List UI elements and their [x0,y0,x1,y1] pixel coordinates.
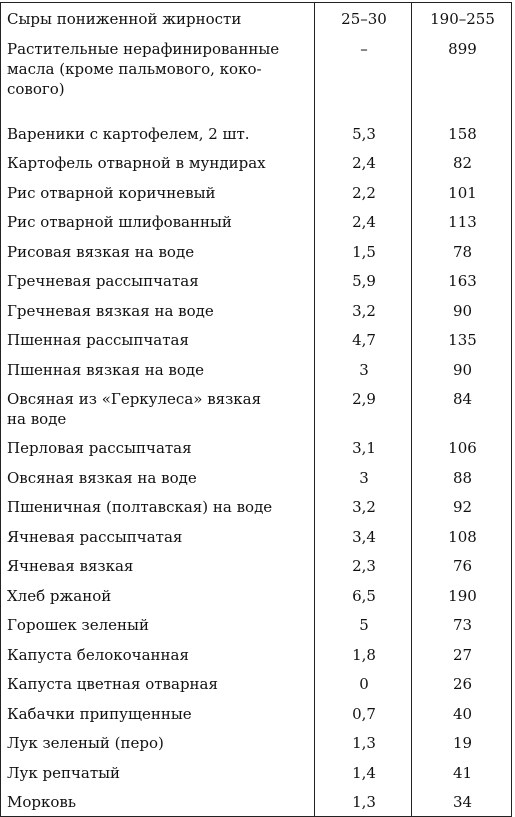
nutrition-table [0,2,512,817]
product-name: Ячневая рассыпчатая [7,527,183,546]
table-row [1,206,512,236]
protein-cell [315,550,412,580]
table-row [1,727,512,757]
table-row [1,432,512,462]
table-row [1,491,512,521]
protein-cell [315,521,412,551]
calorie-value: 73 [452,616,473,634]
protein-cell [315,639,412,669]
product-name: Вареники с картофелем, 2 шт. [7,124,250,143]
calorie-value: 106 [448,439,477,457]
protein-cell [315,236,412,266]
table-row [1,265,512,295]
protein-value: 6,5 [352,586,376,605]
calorie-value: 92 [452,498,473,516]
product-name-cell [1,265,315,295]
calorie-cell [412,236,512,266]
table-row [1,354,512,384]
protein-cell [315,432,412,462]
product-name: Гречневая рассыпчатая [7,272,199,290]
product-name-cell [1,118,315,148]
protein-value: 5 [359,616,369,634]
protein-value: 4,7 [352,331,376,349]
table-row [1,236,512,266]
product-name-line: масла (кроме пальмового, коко- [7,59,262,78]
calorie-value: 135 [448,331,477,349]
calorie-value: 40 [452,704,473,723]
protein-value: 2,2 [352,183,376,202]
product-name-cell [1,236,315,266]
product-name-line: Овсяная из «Геркулеса» вязкая [7,390,262,408]
protein-cell [315,757,412,787]
calorie-value: 190 [448,586,477,605]
table-body [1,3,512,817]
protein-value: 1,3 [352,793,376,811]
calorie-cell [412,383,512,432]
protein-value: 5,9 [352,272,376,290]
product-name-cell [1,3,315,33]
protein-cell [315,491,412,521]
protein-value: 3,4 [352,527,376,546]
calorie-cell [412,177,512,207]
protein-value: 1,4 [352,763,376,782]
protein-value: 3 [359,468,369,487]
protein-cell [315,295,412,325]
calorie-value: 26 [452,675,473,693]
product-name: Капуста белокочанная [7,645,189,664]
calorie-cell [412,462,512,492]
product-name-cell [1,727,315,757]
protein-cell [315,698,412,728]
table-row [1,786,512,816]
table-row [1,383,512,432]
calorie-value: 78 [452,242,473,261]
calorie-value: 84 [452,390,473,408]
protein-value: 2,4 [352,213,376,231]
product-name: Рис отварной коричневый [7,183,216,202]
product-name-line: Растительные нерафинированные [7,39,280,58]
calorie-cell [412,727,512,757]
protein-value: 2,9 [352,390,376,408]
protein-cell [315,206,412,236]
product-name-cell [1,324,315,354]
table-row [1,147,512,177]
product-name: Лук зеленый (перо) [7,734,164,752]
protein-cell [315,383,412,432]
table-row [1,757,512,787]
table-row [1,177,512,207]
table-row [1,639,512,669]
protein-cell [315,609,412,639]
protein-cell [315,727,412,757]
calorie-cell [412,33,512,118]
calorie-cell [412,324,512,354]
product-name: Сыры пониженной жирности [7,10,242,28]
protein-cell [315,324,412,354]
protein-cell [315,177,412,207]
table-row [1,698,512,728]
protein-value: 3,2 [352,498,376,516]
calorie-cell [412,118,512,148]
protein-value: – [360,39,368,58]
product-name-cell [1,609,315,639]
protein-cell [315,3,412,33]
protein-value: 3,2 [352,301,376,320]
table-row [1,33,512,118]
product-name: Морковь [7,793,77,811]
table-row [1,521,512,551]
calorie-cell [412,668,512,698]
calorie-cell [412,354,512,384]
calorie-cell [412,550,512,580]
product-name: Рис отварной шлифованный [7,213,232,231]
product-name: Овсяная вязкая на воде [7,468,197,487]
calorie-value: 163 [448,272,477,290]
product-name [7,33,310,118]
calorie-value: 899 [448,39,477,58]
protein-value: 5,3 [352,124,376,143]
product-name-cell [1,206,315,236]
product-name: Капуста цветная отварная [7,675,218,693]
product-name: Картофель отварной в мундирах [7,154,266,172]
product-name: Рисовая вязкая на воде [7,242,195,261]
product-name-cell [1,521,315,551]
product-name-line: сового) [7,79,65,98]
calorie-value: 27 [452,645,473,664]
product-name: Пшенная рассыпчатая [7,331,189,349]
calorie-cell [412,3,512,33]
calorie-value: 113 [448,213,477,231]
calorie-value: 158 [448,124,477,143]
table-row [1,550,512,580]
calorie-value: 108 [448,527,477,546]
table-row [1,324,512,354]
protein-cell [315,33,412,118]
protein-cell [315,462,412,492]
calorie-cell [412,609,512,639]
calorie-cell [412,521,512,551]
calorie-cell [412,432,512,462]
product-name-cell [1,462,315,492]
calorie-cell [412,580,512,610]
product-name: Кабачки припущенные [7,704,192,723]
calorie-value: 90 [452,301,473,320]
product-name: Пшенная вязкая на воде [7,360,205,379]
product-name: Горошек зеленый [7,616,149,634]
protein-value: 2,4 [352,154,376,172]
product-name-cell [1,580,315,610]
table-row [1,118,512,148]
calorie-value: 82 [452,154,473,172]
calorie-value: 19 [452,734,473,752]
protein-value: 3 [359,360,369,379]
product-name-cell [1,295,315,325]
calorie-value: 101 [448,183,477,202]
calorie-cell [412,147,512,177]
protein-cell [315,147,412,177]
calorie-value: 88 [452,468,473,487]
product-name: Перловая рассыпчатая [7,439,192,457]
table-row [1,668,512,698]
product-name-cell [1,432,315,462]
calorie-cell [412,491,512,521]
product-name-cell [1,147,315,177]
product-name-cell [1,757,315,787]
product-name: Пшеничная (полтавская) на воде [7,498,273,516]
product-name [7,383,310,432]
calorie-cell [412,265,512,295]
product-name: Гречневая вязкая на воде [7,301,214,320]
protein-value: 1,5 [352,242,376,261]
table-row [1,462,512,492]
protein-cell [315,354,412,384]
calorie-value: 90 [452,360,473,379]
product-name-cell [1,491,315,521]
protein-cell [315,580,412,610]
protein-value: 3,1 [352,439,376,457]
product-name-cell [1,33,315,118]
protein-value: 1,3 [352,734,376,752]
product-name-line: на воде [7,410,67,428]
calorie-cell [412,786,512,816]
protein-value: 0 [359,675,369,693]
protein-cell [315,668,412,698]
product-name-cell [1,698,315,728]
calorie-cell [412,206,512,236]
table-row [1,580,512,610]
calorie-value: 41 [452,763,473,782]
protein-cell [315,786,412,816]
protein-value: 2,3 [352,557,376,575]
product-name: Ячневая вязкая [7,557,134,575]
table-row [1,295,512,325]
table-row [1,3,512,33]
calorie-cell [412,639,512,669]
product-name-cell [1,550,315,580]
protein-value: 25–30 [341,10,387,28]
product-name-cell [1,668,315,698]
calorie-value: 34 [452,793,473,811]
product-name-cell [1,177,315,207]
calorie-cell [412,698,512,728]
product-name: Лук репчатый [7,763,121,782]
product-name: Хлеб ржаной [7,586,112,605]
protein-cell [315,118,412,148]
table-row [1,609,512,639]
protein-value: 0,7 [352,704,376,723]
calorie-cell [412,757,512,787]
product-name-cell [1,383,315,432]
product-name-cell [1,639,315,669]
calorie-value: 76 [452,557,473,575]
protein-value: 1,8 [352,645,376,664]
product-name-cell [1,354,315,384]
protein-cell [315,265,412,295]
product-name-cell [1,786,315,816]
calorie-value: 190–255 [430,10,495,28]
calorie-cell [412,295,512,325]
